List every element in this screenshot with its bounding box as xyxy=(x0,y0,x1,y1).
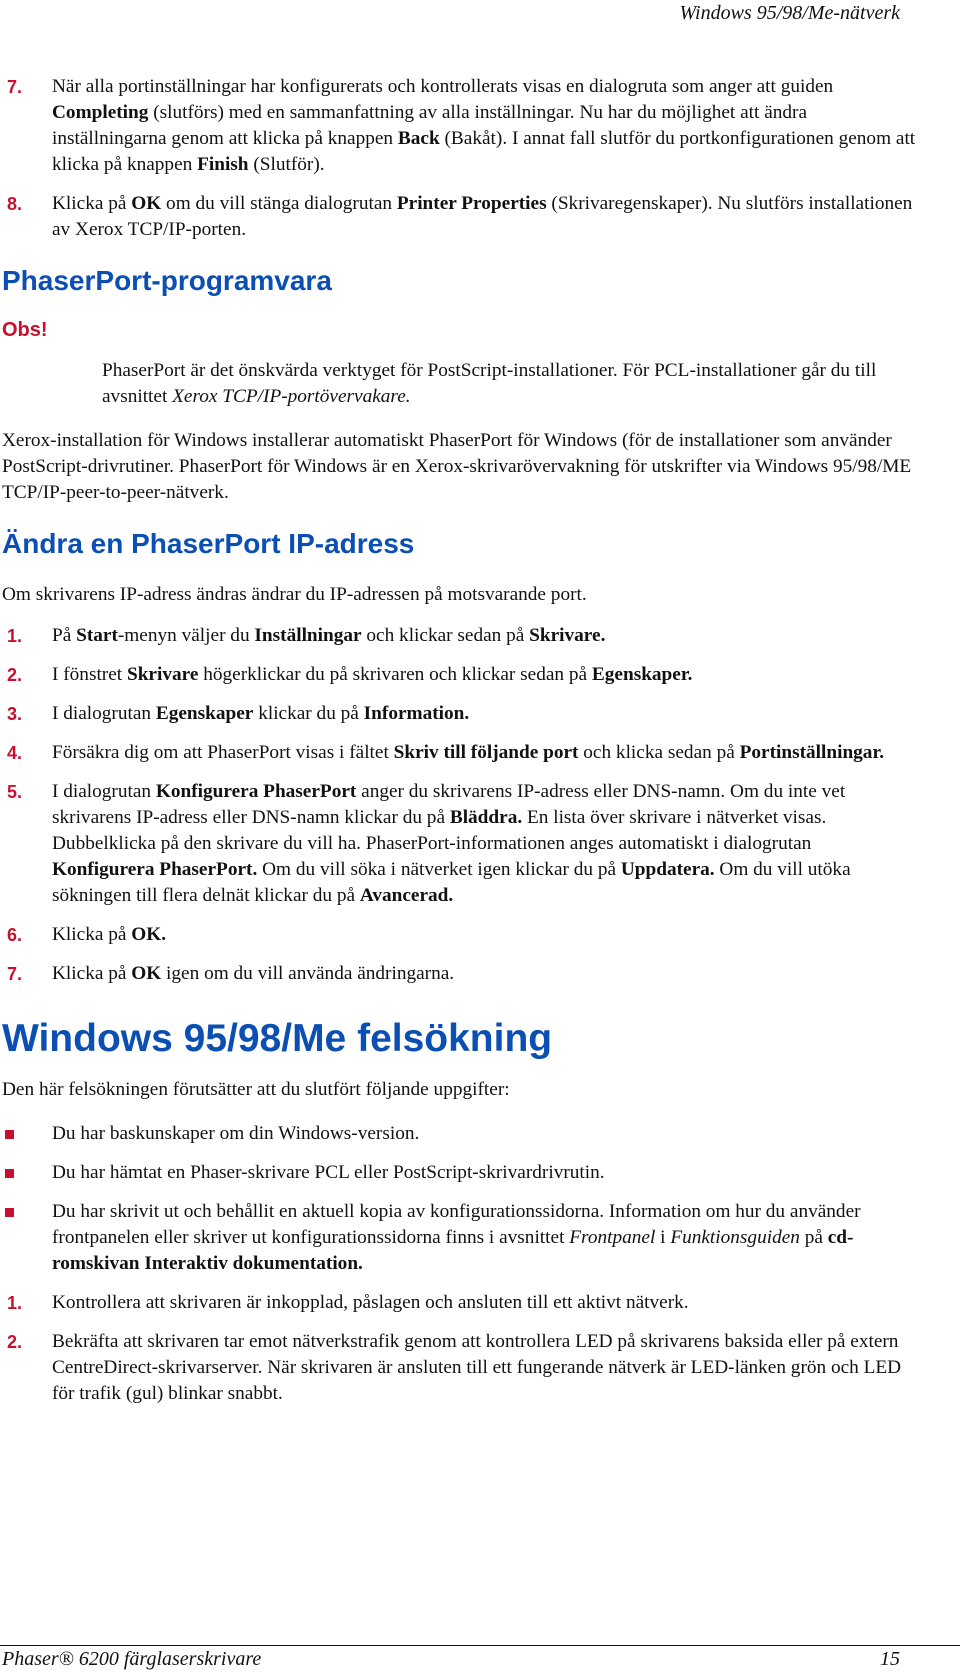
list-item: 5. I dialogrutan Konfigurera PhaserPort anger du skrivarens IP-adress eller DNS-namn. Om du inte vet skrivarens IP-adress eller DNS-namn klickar du på Bläddra. En lista över skrivare i nätverket visas. Dubbelklicka på den skrivare du vill ha. PhaserPort-informationen anges automatiskt i dialogrutan Konfigurera PhaserPort. Om du vill söka i nätverket igen klickar du på Uppdatera. Om du vill utöka sökningen till flera delnät klickar du på Avancerad. xyxy=(7,781,851,906)
list-item: 1. Kontrollera att skrivaren är inkopplad, påslagen och ansluten till ett aktivt nätverk. xyxy=(2,1290,917,1316)
paragraph: Om skrivarens IP-adress ändras ändrar du IP-adressen på motsvarande port. xyxy=(2,584,587,605)
note-label: Obs! xyxy=(2,319,48,341)
step-number: 7. xyxy=(7,964,23,984)
section-heading-phaserport: PhaserPort-programvara xyxy=(2,265,332,296)
running-header: Windows 95/98/Me-nätverk xyxy=(679,2,900,24)
section-heading-troubleshooting: Windows 95/98/Me felsökning xyxy=(2,1017,553,1060)
step-number: 2. xyxy=(7,1332,23,1352)
list-item: 2. I fönstret Skrivare högerklickar du på skrivaren och klickar sedan på Egenskaper. xyxy=(2,662,917,688)
list-item: 1. På Start-menyn väljer du Inställningar och klickar sedan på Skrivare. xyxy=(2,623,917,649)
list-item: 2. Bekräfta att skrivaren tar emot nätverkstrafik genom att kontrollera LED på skrivarens baksida eller på extern CentreDirect-skrivarserver. När skrivaren är ansluten till ett fungerande nätverk är LED-länken grön och LED för trafik (gul) blinkar snabbt. xyxy=(7,1331,902,1404)
step-number: 3. xyxy=(7,704,23,724)
list-item: Du har hämtat en Phaser-skrivare PCL eller PostScript-skrivardrivrutin. xyxy=(2,1160,917,1186)
page-content xyxy=(2,74,917,1420)
step-number: 1. xyxy=(7,626,23,646)
paragraph: Den här felsökningen förutsätter att du slutfört följande uppgifter: xyxy=(2,1079,510,1100)
list-item: 7. När alla portinställningar har konfigurerats och kontrollerats visas en dialogruta som anger att guiden Completing (slutförs) med en sammanfattning av alla inställningar. Nu har du möjlighet att ändra inställningarna genom att klicka på knappen Back (Bakåt). I annat fall slutför du portkonfigurationen genom att klicka på knappen Finish (Slutför). xyxy=(7,76,916,175)
page-number: 15 xyxy=(880,1648,900,1670)
step-number: 7. xyxy=(7,77,23,97)
list-item: 3. I dialogrutan Egenskaper klickar du på Information. xyxy=(2,701,917,727)
step-number: 2. xyxy=(7,665,23,685)
note-text: PhaserPort är det önskvärda verktyget för PostScript-installationer. För PCL-installationer går du till avsnittet Xerox TCP/IP-portövervakare. xyxy=(102,360,877,407)
step-number: 8. xyxy=(7,194,23,214)
bullet-icon xyxy=(5,1208,14,1217)
list-item: 7. Klicka på OK igen om du vill använda ändringarna. xyxy=(2,961,917,987)
list-item: 4. Försäkra dig om att PhaserPort visas i fältet Skriv till följande port och klicka sedan på Portinställningar. xyxy=(2,740,917,766)
bullet-icon xyxy=(5,1130,14,1139)
footer-product: Phaser® 6200 färglaserskrivare xyxy=(2,1648,262,1670)
step-number: 6. xyxy=(7,925,23,945)
footer-divider xyxy=(0,1645,960,1646)
list-item: Du har skrivit ut och behållit en aktuell kopia av konfigurationssidorna. Information om hur du använder frontpanelen eller skriver ut konfigurationssidorna finns i avsnittet Frontpanel i Funktionsguiden på cd-romskivan Interaktiv dokumentation. xyxy=(2,1199,917,1277)
section-heading-change-ip: Ändra en PhaserPort IP-adress xyxy=(2,528,415,559)
list-item: 6. Klicka på OK. xyxy=(2,922,917,948)
paragraph: Xerox-installation för Windows installerar automatiskt PhaserPort för Windows (för de installationer som använder PostScript-drivrutiner. PhaserPort för Windows är en Xerox-skrivarövervakning för utskrifter via Windows 95/98/ME TCP/IP-peer-to-peer-nätverk. xyxy=(2,430,912,503)
list-item: 8. Klicka på OK om du vill stänga dialogrutan Printer Properties (Skrivaregenskaper). Nu slutförs installationen av Xerox TCP/IP-porten. xyxy=(7,193,913,240)
step-number: 4. xyxy=(7,743,23,763)
step-number: 1. xyxy=(7,1293,23,1313)
step-number: 5. xyxy=(7,782,23,802)
bullet-icon xyxy=(5,1169,14,1178)
list-item: Du har baskunskaper om din Windows-version. xyxy=(2,1121,917,1147)
